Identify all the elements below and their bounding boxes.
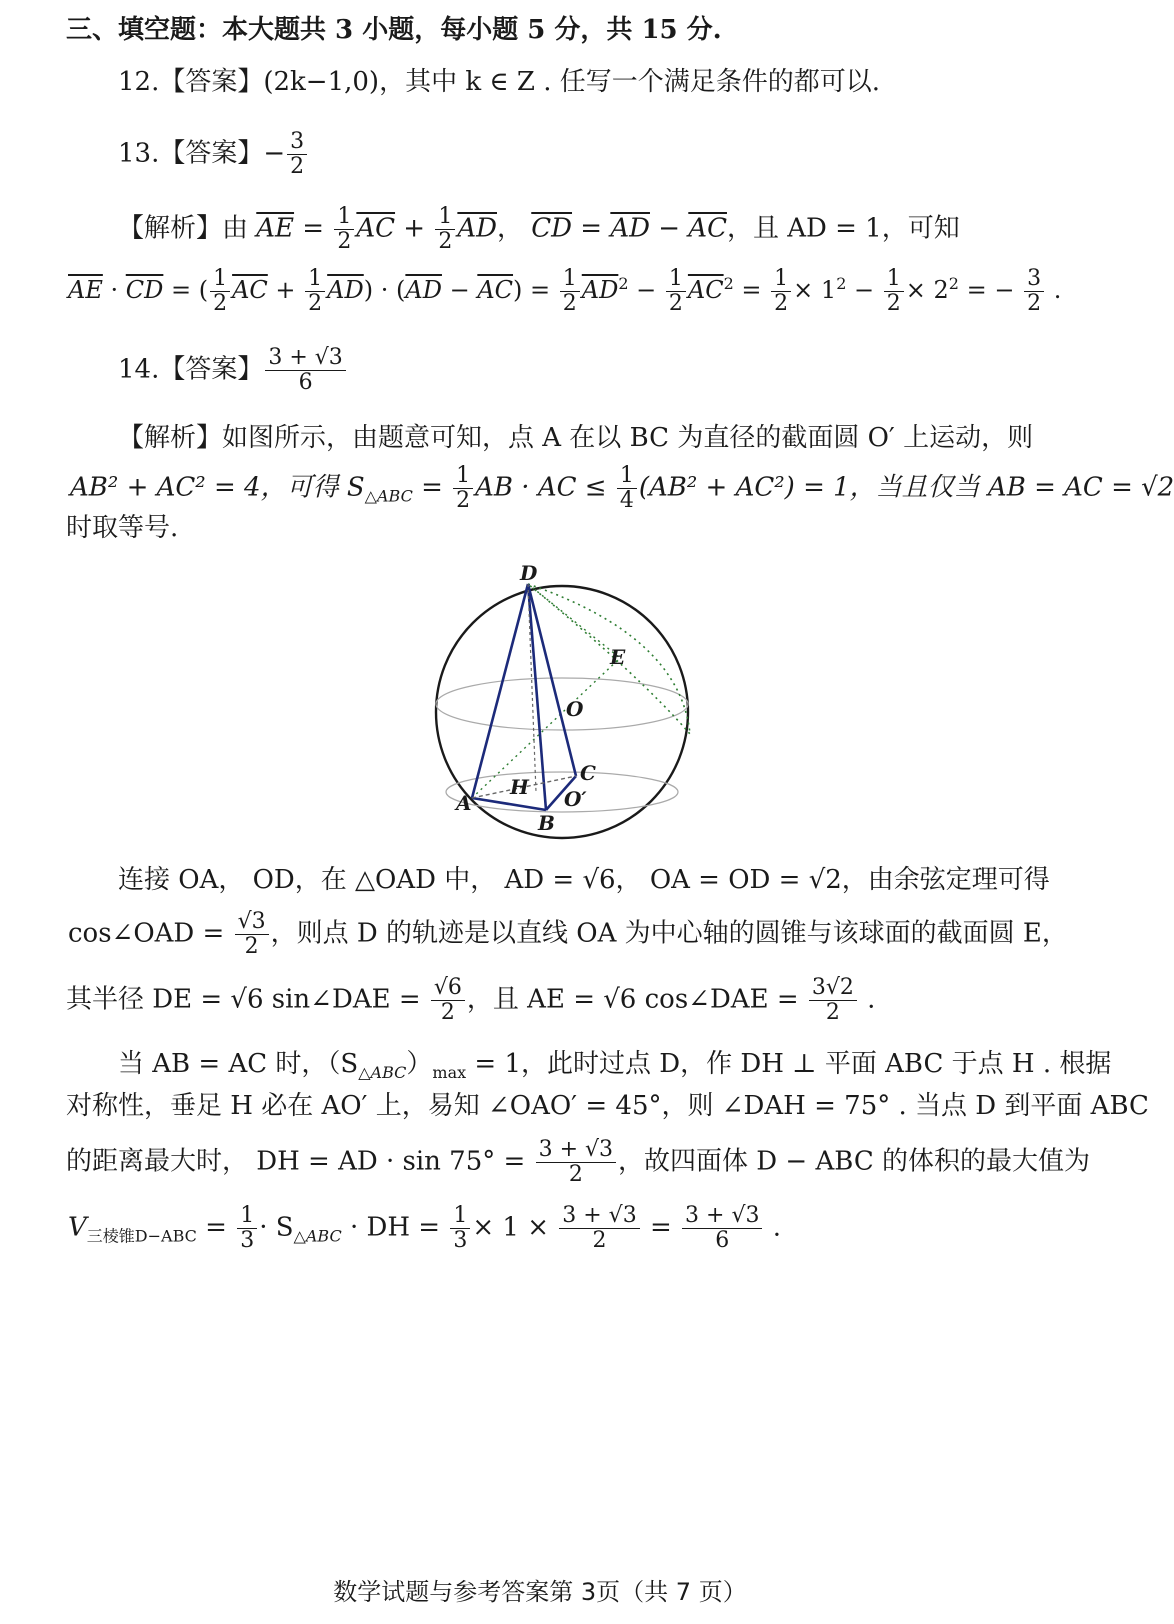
label-a: A <box>456 791 472 815</box>
p3-l4-vsub: 三棱锥D−ABC <box>86 1226 197 1246</box>
q13-line1-tail: ，且 AD = 1，可知 <box>726 213 960 244</box>
p3-l4-mid-den: 2 <box>592 1228 607 1253</box>
label-c: C <box>580 761 596 785</box>
p2-l3-den1: 2 <box>440 1000 455 1025</box>
edge-ab <box>472 798 546 810</box>
p3-l4-d: × 1 × <box>472 1212 549 1243</box>
hn3: 1 <box>210 267 230 292</box>
vec-ac-5: $\overline{AC}$ <box>687 276 724 304</box>
vec-ac: $\overline{AC}$ <box>356 213 396 244</box>
p2-l3-a: 其半径 DE = √6 sin∠DAE = <box>66 984 421 1015</box>
vec-ad-5: $\overline{AD}$ <box>581 276 619 304</box>
third-den-2: 3 <box>453 1228 468 1253</box>
half-frac-5 <box>560 267 580 316</box>
hd4: 2 <box>308 291 323 316</box>
p3-l3-num: 3 + √3 <box>536 1138 616 1163</box>
p3-l4-b: · S <box>259 1212 294 1243</box>
vec-ad-4: $\overline{AD}$ <box>405 276 442 304</box>
vec-ac-2: $\overline{AC}$ <box>688 213 727 244</box>
hd8: 2 <box>886 291 901 316</box>
final-frac <box>682 1204 762 1253</box>
hn7: 1 <box>771 267 791 292</box>
q14-answer-den: 6 <box>298 370 313 395</box>
q14-l2-a: AB² + AC² = 4，可得 S <box>70 472 365 503</box>
third-num-2: 1 <box>450 1204 470 1229</box>
q14-analysis-l3: 时取等号. <box>66 513 179 543</box>
half-den: 2 <box>337 229 352 254</box>
label-d: D <box>520 561 538 585</box>
q14-l2-b: AB · AC ≤ <box>475 472 607 503</box>
section-header: 三、填空题：本大题共 3 小题，每小题 5 分，共 15 分. <box>66 15 722 45</box>
p3-l4-c: · DH = <box>349 1212 441 1243</box>
p2-l2-frac <box>235 910 269 959</box>
p3-l4-frac-mid <box>559 1204 639 1253</box>
q13-analysis-label: 【解析】由 <box>118 213 249 244</box>
vec-cd: $\overline{CD}$ <box>531 213 573 244</box>
q13-answer-den: 2 <box>290 154 305 179</box>
p3-l4-v: V <box>68 1212 87 1243</box>
p3-l3-frac <box>536 1138 616 1187</box>
p2-line2 <box>68 910 1068 959</box>
q14-analysis-l2: AB² + AC² = 4，可得 $S_{\triangle ABC}$ = $\frac{1}{2}$ AB · AC ≤ $\frac{1}{4}$ (AB² + AC²) = 1，当且仅当 AB = AC = √2 <box>70 463 1174 513</box>
q12-prefix: 12.【答案】 <box>118 67 264 97</box>
q13-analysis-line1: 【解析】由 $\overline{AE}$ = $\frac{1}{2}$ $\overline{AC}$ + $\frac{1}{2}$ $\overline{AD}$， $\overline{CD} = \overline{AD} - \overline{AC}$，且 AD = 1，可知 <box>118 204 960 254</box>
circle-e-dotted <box>528 584 690 734</box>
q13-analysis-line2: $\overline{AE} \cdot \overline{CD}$ = ( $\frac{1}{2}$ $\overline{AC}$ + $\frac{1}{2}$ $\overline{AD}) \cdot (\overline{AD} - \overline{AC})$ = $\frac{1}{2}$ $\overline{AD}^2$ − $\frac{1}{2}$ $\overline{AC}^2$ = $\frac{1}{2}$ × $1^2$ − $\frac{1}{2}$ × $2^2$ = − $\frac{3}{2}$ . <box>68 266 1062 316</box>
p3-line1: 当 AB = AC 时，$(S_{\triangle ABC})_{max} = 1$，此时过点 D，作 DH ⊥ 平面 ABC 于点 H . 根据 <box>118 1049 1112 1083</box>
q14-l2-c: (AB² + AC²) = 1，当且仅当 AB = AC = √2 <box>638 472 1174 503</box>
p2-l3-frac1 <box>431 976 465 1025</box>
p3-l1-b: = 1，此时过点 D，作 DH ⊥ 平面 ABC 于点 H . 根据 <box>474 1049 1112 1079</box>
sphere-outline <box>436 586 688 838</box>
label-e: E <box>610 645 626 669</box>
figure-drawing <box>436 584 690 838</box>
third-den: 3 <box>240 1228 255 1253</box>
p2-l2-den: 2 <box>244 934 259 959</box>
hn5: 1 <box>560 267 580 292</box>
p3-l4-a: = <box>205 1212 227 1243</box>
half-num: 1 <box>334 205 354 230</box>
half-frac-8 <box>884 267 904 316</box>
p2-l3-num2: 3√2 <box>809 976 857 1001</box>
half-num-2: 1 <box>435 205 455 230</box>
p3-line3 <box>66 1138 1090 1187</box>
hd3: 2 <box>213 291 228 316</box>
p2-l2-b: ，则点 D 的轨迹是以直线 OA 为中心轴的圆锥与该球面的截面圆 E， <box>270 918 1068 949</box>
p3-l1-a: 当 AB = AC 时，（S <box>118 1049 359 1079</box>
third-frac <box>237 1204 257 1253</box>
vec-cd-3: $\overline{CD}$ <box>125 276 164 304</box>
hd6: 2 <box>668 291 683 316</box>
label-o: O <box>566 697 584 721</box>
q14-prefix: 14.【答案】 <box>118 354 264 385</box>
p2-line1: 连接 OA， OD，在 △OAD 中， AD = √6， OA = OD = √2，由余弦定理可得 <box>118 865 1050 895</box>
final-den: 6 <box>715 1228 730 1253</box>
hn8: 1 <box>884 267 904 292</box>
half-frac-2 <box>435 205 455 254</box>
p3-l1-sub: △ABC <box>358 1063 407 1083</box>
q14-half-frac <box>453 464 473 513</box>
p2-l3-den2: 2 <box>825 1000 840 1025</box>
hd7: 2 <box>774 291 789 316</box>
q12-answer: (2k−1,0) <box>263 67 380 97</box>
q14-qd: 4 <box>619 488 634 513</box>
p3-line4: $V_{三棱锥D-ABC}$ = $\frac{1}{3}$ · $S_{\triangle ABC}$ · DH = $\frac{1}{3}$ × 1 × $\frac{3 + √3}{2}$ = $\frac{3 + √3}{6}$ . <box>68 1203 781 1253</box>
half-frac-7 <box>771 267 791 316</box>
p2-l3-b: ，且 AE = √6 cos∠DAE = <box>466 984 799 1015</box>
q14-l2-sub: △ABC <box>364 486 413 506</box>
q13-answer-num: 3 <box>287 130 307 155</box>
q14-hn: 1 <box>453 464 473 489</box>
figure-labels <box>454 561 626 835</box>
q12-text: ，其中 k ∈ Z . 任写一个满足条件的都可以. <box>379 67 880 97</box>
p3-l3-b: ，故四面体 D − ABC 的体积的最大值为 <box>618 1146 1090 1177</box>
vec-ae-3: $\overline{AE}$ <box>68 276 103 304</box>
half-den-2: 2 <box>438 229 453 254</box>
half-frac-4 <box>305 267 325 316</box>
q13-result-num: 3 <box>1024 267 1044 292</box>
sphere-tetrahedron-figure <box>440 561 710 846</box>
q13-result-frac <box>1024 267 1044 316</box>
q13-mid1: × 1 <box>793 276 837 304</box>
q13-answer-fraction <box>287 130 307 179</box>
q14-answer-frac <box>265 346 345 395</box>
q13-answer-line <box>118 130 309 179</box>
q13-result-den: 2 <box>1027 291 1042 316</box>
p2-line3: 其半径 DE = √6 sin∠DAE = $\frac{√6}{2}$ ，且 AE = √6 cos∠DAE = $\frac{3√2}{2}$ . <box>66 975 876 1025</box>
p3-l4-bsub: △ABC <box>293 1226 342 1246</box>
q14-answer-line <box>118 346 348 395</box>
label-b: B <box>538 811 555 835</box>
q14-hd: 2 <box>456 488 471 513</box>
label-o-prime: O′ <box>564 787 587 811</box>
vec-ae: $\overline{AE}$ <box>256 213 295 244</box>
p3-l4-mid-num: 3 + √3 <box>559 1204 639 1229</box>
label-h: H <box>510 775 529 799</box>
p3-line2: 对称性，垂足 H 必在 AO′ 上，易知 ∠OAO′ = 45°，则 ∠DAH = 75° . 当点 D 到平面 ABC <box>66 1091 1149 1121</box>
q13-mid2: × 2 <box>905 276 949 304</box>
third-frac-2 <box>450 1204 470 1253</box>
q14-analysis-l1: 【解析】如图所示，由题意可知，点 A 在以 BC 为直径的截面圆 O′ 上运动，则 <box>118 423 1034 453</box>
half-frac <box>334 205 354 254</box>
hn4: 1 <box>305 267 325 292</box>
hn6: 1 <box>666 267 686 292</box>
page-footer: 数学试题与参考答案第 3页（共 7 页） <box>333 1578 747 1606</box>
p3-l1-max: max <box>432 1063 467 1083</box>
q14-answer-num: 3 + √3 <box>265 346 345 371</box>
third-num: 1 <box>237 1204 257 1229</box>
vec-ad: $\overline{AD}$ <box>457 213 497 244</box>
final-num: 3 + √3 <box>682 1204 762 1229</box>
q13-prefix: 13.【答案】 <box>118 138 264 169</box>
q12-line <box>118 62 880 102</box>
hd5: 2 <box>562 291 577 316</box>
vec-ad-2: $\overline{AD}$ <box>610 213 650 244</box>
q14-quarter-frac <box>617 464 637 513</box>
p2-l2-num: √3 <box>235 910 269 935</box>
p2-l2-a: cos∠OAD = <box>68 918 225 949</box>
p2-l3-frac2 <box>809 976 857 1025</box>
vec-ad-3: $\overline{AD}$ <box>327 276 364 304</box>
q13-answer-sign: − <box>263 138 286 169</box>
vec-ac-3: $\overline{AC}$ <box>232 276 268 304</box>
half-frac-3 <box>210 267 230 316</box>
p2-l3-num1: √6 <box>431 976 465 1001</box>
q14-qn: 1 <box>617 464 637 489</box>
p3-l3-a: 的距离最大时， DH = AD · sin 75° = <box>66 1146 526 1177</box>
vec-ac-4: $\overline{AC}$ <box>477 276 514 304</box>
half-frac-6 <box>666 267 686 316</box>
p3-l3-den: 2 <box>568 1162 583 1187</box>
